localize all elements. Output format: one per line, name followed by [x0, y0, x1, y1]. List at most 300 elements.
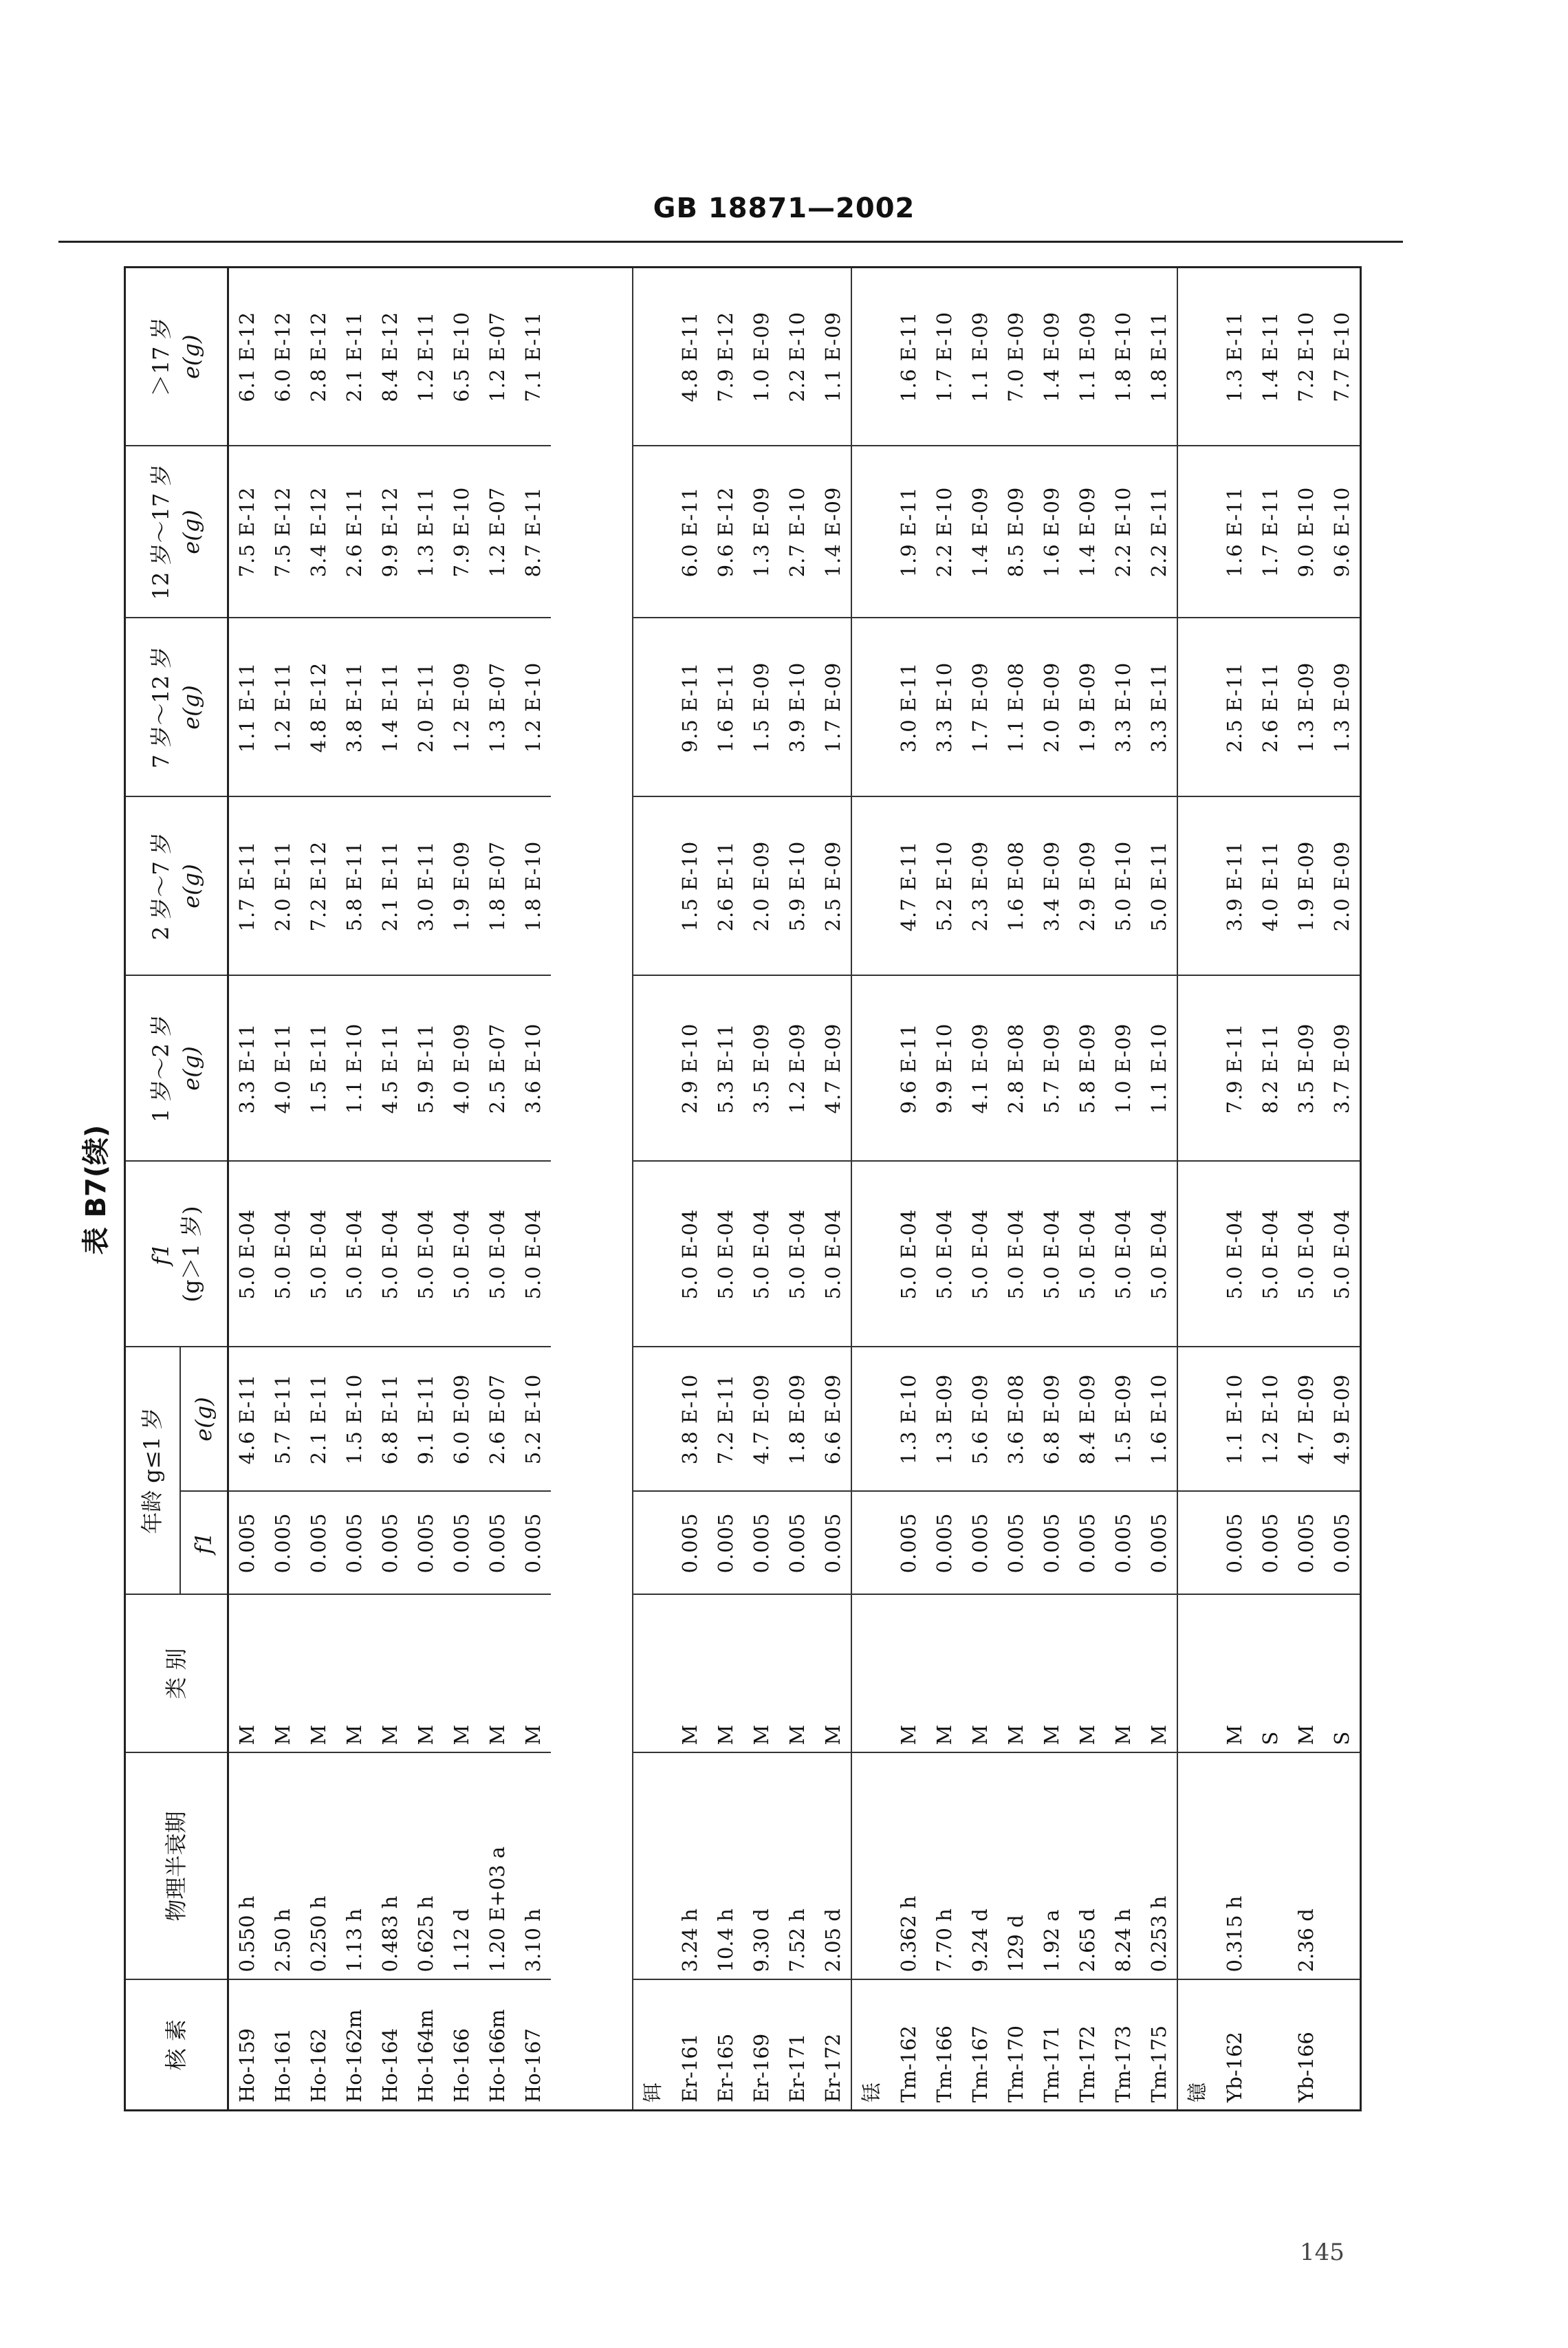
cell-e1: 3.3 E-11: [228, 975, 265, 1161]
empty-cell: [1177, 267, 1217, 446]
cell-e2: 5.9 E-10: [779, 796, 815, 975]
cell-e3: 1.2 E-09: [444, 618, 479, 796]
cell-f1: 0.005: [336, 1492, 372, 1595]
cell-e4: 2.2 E-11: [1141, 446, 1177, 618]
cell-e4: 8.7 E-11: [515, 446, 551, 618]
cell-half-life: [1252, 1753, 1288, 1980]
cell-e4: 9.9 E-12: [372, 446, 408, 618]
element-group-row: [633, 267, 672, 2110]
cell-nuclide: Er-171: [779, 1980, 815, 2111]
cell-e4: 3.4 E-12: [301, 446, 336, 618]
cell-e: 1.8 E-09: [779, 1347, 815, 1491]
empty-cell: [1177, 1347, 1217, 1491]
cell-e1: 1.1 E-10: [1141, 975, 1177, 1161]
cell-f1: 0.005: [815, 1492, 851, 1595]
cell-f1: 0.005: [1288, 1492, 1324, 1595]
cell-e2: 1.7 E-11: [228, 796, 265, 975]
cell-nuclide: Ho-161: [265, 1980, 301, 2111]
col-header-half-life: 物理半衰期: [125, 1753, 228, 1980]
col-header-f1-over-1y: [125, 1161, 228, 1347]
cell-e1: 1.1 E-10: [336, 975, 372, 1161]
table-row: [779, 267, 815, 2110]
table-body: [228, 267, 1361, 2110]
cell-half-life: 3.24 h: [672, 1753, 708, 1980]
empty-cell: [633, 796, 672, 975]
cell-e4: 2.2 E-10: [926, 446, 962, 618]
element-group-row: [851, 267, 891, 2110]
cell-f1: 0.005: [962, 1492, 998, 1595]
cell-e2: 5.0 E-11: [1141, 796, 1177, 975]
eg-label: e(g): [177, 864, 204, 909]
cell-half-life: 2.36 d: [1288, 1753, 1324, 1980]
cell-half-life: 1.13 h: [336, 1753, 372, 1980]
empty-cell: [633, 618, 672, 796]
cell-e1: 5.9 E-11: [408, 975, 444, 1161]
cell-e3: 1.6 E-11: [708, 618, 743, 796]
cell-e1: 9.9 E-10: [926, 975, 962, 1161]
empty-cell: [1177, 618, 1217, 796]
cell-type: S: [1324, 1595, 1361, 1753]
table-row: [444, 267, 479, 2110]
cell-type: M: [1217, 1595, 1252, 1753]
cell-e3: 2.6 E-11: [1252, 618, 1288, 796]
col-header-age-7-12: [125, 618, 228, 796]
cell-e4: 1.7 E-11: [1252, 446, 1288, 618]
cell-e1: 1.0 E-09: [1105, 975, 1141, 1161]
cell-f1b: 5.0 E-04: [372, 1161, 408, 1347]
cell-e4: 9.6 E-12: [708, 446, 743, 618]
cell-e5: 1.2 E-11: [408, 267, 444, 446]
cell-e4: 1.3 E-11: [408, 446, 444, 618]
cell-type: M: [962, 1595, 998, 1753]
cell-nuclide: Ho-164m: [408, 1980, 444, 2111]
cell-e1: 4.0 E-09: [444, 975, 479, 1161]
cell-e4: 2.2 E-10: [1105, 446, 1141, 618]
cell-type: M: [1034, 1595, 1069, 1753]
cell-f1: 0.005: [444, 1492, 479, 1595]
eg-label: e(g): [177, 510, 204, 554]
cell-e: 5.6 E-09: [962, 1347, 998, 1491]
cell-e3: 4.8 E-12: [301, 618, 336, 796]
cell-nuclide: Tm-167: [962, 1980, 998, 2111]
cell-type: M: [672, 1595, 708, 1753]
cell-f1b: 5.0 E-04: [479, 1161, 515, 1347]
cell-e2: 2.5 E-09: [815, 796, 851, 975]
cell-e: 1.1 E-10: [1217, 1347, 1252, 1491]
cell-e: 4.7 E-09: [743, 1347, 779, 1491]
empty-cell: [851, 1161, 891, 1347]
cell-f1: 0.005: [372, 1492, 408, 1595]
cell-e2: 1.5 E-10: [672, 796, 708, 975]
cell-e1: 8.2 E-11: [1252, 975, 1288, 1161]
cell-half-life: 2.65 d: [1069, 1753, 1105, 1980]
cell-e4: 6.0 E-11: [672, 446, 708, 618]
cell-type: M: [815, 1595, 851, 1753]
cell-e3: 2.0 E-11: [408, 618, 444, 796]
page-header: GB 18871—2002: [653, 193, 915, 224]
cell-e1: 5.7 E-09: [1034, 975, 1069, 1161]
cell-f1: 0.005: [1034, 1492, 1069, 1595]
cell-nuclide: Tm-172: [1069, 1980, 1105, 2111]
cell-e5: 6.0 E-12: [265, 267, 301, 446]
empty-cell: [633, 1595, 672, 1753]
table-row: [743, 267, 779, 2110]
cell-type: M: [1069, 1595, 1105, 1753]
cell-e3: 3.9 E-10: [779, 618, 815, 796]
col-header-age-group: 年龄 g≤1 岁: [125, 1347, 180, 1594]
cell-e3: 1.4 E-11: [372, 618, 408, 796]
group-spacer: [551, 267, 633, 2110]
cell-e1: 4.7 E-09: [815, 975, 851, 1161]
cell-e2: 3.4 E-09: [1034, 796, 1069, 975]
table-row: [815, 267, 851, 2110]
cell-type: M: [265, 1595, 301, 1753]
cell-e1: 3.5 E-09: [1288, 975, 1324, 1161]
cell-e2: 2.0 E-09: [1324, 796, 1361, 975]
cell-half-life: 9.30 d: [743, 1753, 779, 1980]
cell-e3: 9.5 E-11: [672, 618, 708, 796]
cell-e: 2.6 E-07: [479, 1347, 515, 1491]
cell-e3: 3.3 E-10: [926, 618, 962, 796]
empty-cell: [851, 1595, 891, 1753]
cell-e4: 1.6 E-09: [1034, 446, 1069, 618]
cell-e5: 7.1 E-11: [515, 267, 551, 446]
cell-type: M: [479, 1595, 515, 1753]
cell-e: 4.9 E-09: [1324, 1347, 1361, 1491]
cell-type: M: [1141, 1595, 1177, 1753]
cell-e5: 8.4 E-12: [372, 267, 408, 446]
cell-e5: 6.1 E-12: [228, 267, 265, 446]
cell-e2: 5.0 E-10: [1105, 796, 1141, 975]
table-row: [372, 267, 408, 2110]
cell-f1: 0.005: [228, 1492, 265, 1595]
cell-e5: 1.8 E-11: [1141, 267, 1177, 446]
cell-nuclide: Er-165: [708, 1980, 743, 2111]
cell-e5: 4.8 E-11: [672, 267, 708, 446]
cell-e2: 1.9 E-09: [1288, 796, 1324, 975]
table-row: [962, 267, 998, 2110]
cell-type: M: [779, 1595, 815, 1753]
cell-nuclide: Ho-164: [372, 1980, 408, 2111]
cell-f1b: 5.0 E-04: [672, 1161, 708, 1347]
cell-e3: 1.3 E-09: [1288, 618, 1324, 796]
cell-e3: 1.2 E-10: [515, 618, 551, 796]
cell-e: 3.6 E-08: [998, 1347, 1034, 1491]
cell-e1: 4.0 E-11: [265, 975, 301, 1161]
table-row: [1217, 267, 1252, 2110]
cell-f1: 0.005: [1105, 1492, 1141, 1595]
element-label: 镱: [1177, 1980, 1217, 2111]
rotated-table-region: [80, 268, 1362, 2111]
cell-e4: 2.6 E-11: [336, 446, 372, 618]
cell-e5: 1.6 E-11: [891, 267, 926, 446]
col-header-e: e(g): [180, 1347, 228, 1491]
cell-f1: 0.005: [1252, 1492, 1288, 1595]
cell-e4: 1.4 E-09: [815, 446, 851, 618]
cell-e1: 3.6 E-10: [515, 975, 551, 1161]
empty-cell: [1177, 796, 1217, 975]
cell-e1: 3.5 E-09: [743, 975, 779, 1161]
cell-f1b: 5.0 E-04: [444, 1161, 479, 1347]
cell-f1b: 5.0 E-04: [962, 1161, 998, 1347]
cell-nuclide: Ho-166: [444, 1980, 479, 2111]
cell-f1b: 5.0 E-04: [708, 1161, 743, 1347]
cell-e5: 7.2 E-10: [1288, 267, 1324, 446]
cell-e2: 2.6 E-11: [708, 796, 743, 975]
cell-e2: 4.0 E-11: [1252, 796, 1288, 975]
cell-half-life: 1.20 E+03 a: [479, 1753, 515, 1980]
cell-type: M: [228, 1595, 265, 1753]
table-row: [998, 267, 1034, 2110]
col-header-nuclide: 核 素: [125, 1980, 228, 2111]
table-row: [1141, 267, 1177, 2110]
cell-e1: 4.5 E-11: [372, 975, 408, 1161]
cell-f1: 0.005: [408, 1492, 444, 1595]
cell-e: 2.1 E-11: [301, 1347, 336, 1491]
cell-e5: 1.1 E-09: [962, 267, 998, 446]
cell-e5: 1.3 E-11: [1217, 267, 1252, 446]
cell-half-life: 2.50 h: [265, 1753, 301, 1980]
empty-cell: [851, 1753, 891, 1980]
cell-nuclide: [1252, 1980, 1288, 2111]
table-row: [708, 267, 743, 2110]
cell-f1b: 5.0 E-04: [515, 1161, 551, 1347]
empty-cell: [851, 975, 891, 1161]
cell-type: M: [515, 1595, 551, 1753]
cell-e2: 5.2 E-10: [926, 796, 962, 975]
empty-cell: [851, 1492, 891, 1595]
col-header-type: 类 别: [125, 1595, 228, 1753]
cell-e2: 1.9 E-09: [444, 796, 479, 975]
cell-f1b: 5.0 E-04: [1069, 1161, 1105, 1347]
empty-cell: [633, 1753, 672, 1980]
table-row: [336, 267, 372, 2110]
cell-e1: 1.2 E-09: [779, 975, 815, 1161]
cell-nuclide: [1324, 1980, 1361, 2111]
cell-e1: 4.1 E-09: [962, 975, 998, 1161]
cell-nuclide: Tm-173: [1105, 1980, 1141, 2111]
cell-half-life: [1324, 1753, 1361, 1980]
dose-coefficient-table: [124, 266, 1362, 2111]
cell-half-life: 10.4 h: [708, 1753, 743, 1980]
cell-e: 1.6 E-10: [1141, 1347, 1177, 1491]
col-header-age-over-17: [125, 267, 228, 446]
cell-f1b: 5.0 E-04: [228, 1161, 265, 1347]
cell-e2: 2.3 E-09: [962, 796, 998, 975]
empty-cell: [633, 1492, 672, 1595]
table-row: [479, 267, 515, 2110]
cell-nuclide: Tm-166: [926, 1980, 962, 2111]
cell-e: 6.6 E-09: [815, 1347, 851, 1491]
cell-e2: 3.0 E-11: [408, 796, 444, 975]
cell-type: M: [998, 1595, 1034, 1753]
cell-f1b: 5.0 E-04: [1252, 1161, 1288, 1347]
cell-f1b: 5.0 E-04: [926, 1161, 962, 1347]
cell-f1: 0.005: [1324, 1492, 1361, 1595]
table-caption: 表 B7(续): [80, 1124, 112, 1255]
cell-half-life: 7.70 h: [926, 1753, 962, 1980]
cell-nuclide: Tm-170: [998, 1980, 1034, 2111]
table-row: [891, 267, 926, 2110]
cell-e5: 1.1 E-09: [815, 267, 851, 446]
empty-cell: [851, 446, 891, 618]
cell-f1b: 5.0 E-04: [301, 1161, 336, 1347]
cell-e: 1.5 E-10: [336, 1347, 372, 1491]
cell-e: 9.1 E-11: [408, 1347, 444, 1491]
empty-cell: [633, 1347, 672, 1491]
cell-nuclide: Er-169: [743, 1980, 779, 2111]
cell-e2: 5.8 E-11: [336, 796, 372, 975]
cell-e: 6.8 E-11: [372, 1347, 408, 1491]
cell-f1b: 5.0 E-04: [265, 1161, 301, 1347]
col-header-age-12-17: [125, 446, 228, 618]
cell-nuclide: Tm-175: [1141, 1980, 1177, 2111]
empty-cell: [633, 975, 672, 1161]
cell-e4: 1.4 E-09: [1069, 446, 1105, 618]
f1-label: f1: [148, 1243, 175, 1265]
cell-nuclide: Ho-159: [228, 1980, 265, 2111]
cell-half-life: 129 d: [998, 1753, 1034, 1980]
cell-nuclide: Yb-162: [1217, 1980, 1252, 2111]
age-2-7-label: 2 岁～7 岁: [148, 831, 175, 941]
cell-e5: 1.0 E-09: [743, 267, 779, 446]
cell-e4: 2.7 E-10: [779, 446, 815, 618]
cell-type: M: [1288, 1595, 1324, 1753]
cell-half-life: 8.24 h: [1105, 1753, 1141, 1980]
cell-f1: 0.005: [891, 1492, 926, 1595]
cell-e3: 1.3 E-07: [479, 618, 515, 796]
cell-f1b: 5.0 E-04: [891, 1161, 926, 1347]
cell-e4: 7.5 E-12: [228, 446, 265, 618]
cell-e1: 2.9 E-10: [672, 975, 708, 1161]
cell-type: M: [926, 1595, 962, 1753]
cell-e4: 8.5 E-09: [998, 446, 1034, 618]
cell-type: M: [1105, 1595, 1141, 1753]
table-row: [1034, 267, 1069, 2110]
age-12-17-label: 12 岁～17 岁: [148, 464, 175, 600]
cell-e5: 1.8 E-10: [1105, 267, 1141, 446]
cell-half-life: 0.253 h: [1141, 1753, 1177, 1980]
cell-half-life: 0.362 h: [891, 1753, 926, 1980]
cell-f1: 0.005: [265, 1492, 301, 1595]
cell-e1: 2.5 E-07: [479, 975, 515, 1161]
cell-f1b: 5.0 E-04: [815, 1161, 851, 1347]
cell-e2: 2.0 E-11: [265, 796, 301, 975]
cell-e5: 1.7 E-10: [926, 267, 962, 446]
cell-e1: 5.8 E-09: [1069, 975, 1105, 1161]
cell-half-life: 0.550 h: [228, 1753, 265, 1980]
cell-f1b: 5.0 E-04: [336, 1161, 372, 1347]
table-row: [408, 267, 444, 2110]
cell-f1b: 5.0 E-04: [1217, 1161, 1252, 1347]
cell-e: 1.2 E-10: [1252, 1347, 1288, 1491]
cell-f1b: 5.0 E-04: [779, 1161, 815, 1347]
cell-f1: 0.005: [743, 1492, 779, 1595]
table-row: [1324, 267, 1361, 2110]
element-label: 铥: [851, 1980, 891, 2111]
element-label: 铒: [633, 1980, 672, 2111]
cell-f1: 0.005: [672, 1492, 708, 1595]
cell-f1: 0.005: [998, 1492, 1034, 1595]
cell-e: 1.3 E-09: [926, 1347, 962, 1491]
age-1-2-label: 1 岁～2 岁: [148, 1014, 175, 1123]
cell-e: 4.6 E-11: [228, 1347, 265, 1491]
cell-e2: 1.8 E-07: [479, 796, 515, 975]
cell-half-life: 7.52 h: [779, 1753, 815, 1980]
cell-e3: 1.3 E-09: [1324, 618, 1361, 796]
cell-half-life: 3.10 h: [515, 1753, 551, 1980]
cell-e3: 1.1 E-11: [228, 618, 265, 796]
cell-e2: 1.6 E-08: [998, 796, 1034, 975]
col-header-age-2-7: [125, 796, 228, 975]
cell-e4: 7.5 E-12: [265, 446, 301, 618]
table-row: [1069, 267, 1105, 2110]
col-header-f1: f1: [180, 1492, 228, 1595]
empty-cell: [1177, 975, 1217, 1161]
header-divider: [58, 241, 1403, 243]
eg-label: e(g): [177, 334, 204, 379]
cell-f1: 0.005: [779, 1492, 815, 1595]
age-7-12-label: 7 岁～12 岁: [148, 646, 175, 769]
table-row: [1252, 267, 1288, 2110]
cell-type: M: [708, 1595, 743, 1753]
cell-e2: 1.8 E-10: [515, 796, 551, 975]
cell-e3: 1.7 E-09: [815, 618, 851, 796]
cell-e5: 2.2 E-10: [779, 267, 815, 446]
empty-cell: [851, 796, 891, 975]
cell-type: S: [1252, 1595, 1288, 1753]
cell-e: 5.2 E-10: [515, 1347, 551, 1491]
cell-half-life: 1.12 d: [444, 1753, 479, 1980]
cell-e: 7.2 E-11: [708, 1347, 743, 1491]
f1-condition: (g＞1 岁): [177, 1206, 204, 1303]
cell-e1: 1.5 E-11: [301, 975, 336, 1161]
cell-e3: 1.2 E-11: [265, 618, 301, 796]
table-row: [926, 267, 962, 2110]
cell-e1: 7.9 E-11: [1217, 975, 1252, 1161]
eg-label: e(g): [177, 685, 204, 730]
cell-nuclide: Ho-162m: [336, 1980, 372, 2111]
cell-nuclide: Ho-162: [301, 1980, 336, 2111]
col-header-age-1-2: [125, 975, 228, 1161]
cell-e4: 7.9 E-10: [444, 446, 479, 618]
cell-e3: 1.1 E-08: [998, 618, 1034, 796]
cell-half-life: 2.05 d: [815, 1753, 851, 1980]
cell-type: M: [408, 1595, 444, 1753]
cell-type: M: [891, 1595, 926, 1753]
cell-f1: 0.005: [1217, 1492, 1252, 1595]
table-row: [228, 267, 265, 2110]
cell-e4: 9.0 E-10: [1288, 446, 1324, 618]
cell-nuclide: Er-161: [672, 1980, 708, 2111]
cell-e5: 7.7 E-10: [1324, 267, 1361, 446]
cell-e: 8.4 E-09: [1069, 1347, 1105, 1491]
cell-e2: 4.7 E-11: [891, 796, 926, 975]
cell-e5: 1.2 E-07: [479, 267, 515, 446]
eg-label: e(g): [177, 1046, 204, 1091]
cell-f1: 0.005: [515, 1492, 551, 1595]
cell-e: 4.7 E-09: [1288, 1347, 1324, 1491]
cell-nuclide: Er-172: [815, 1980, 851, 2111]
cell-half-life: 0.483 h: [372, 1753, 408, 1980]
cell-f1: 0.005: [301, 1492, 336, 1595]
cell-e4: 1.2 E-07: [479, 446, 515, 618]
cell-f1: 0.005: [708, 1492, 743, 1595]
cell-nuclide: Tm-171: [1034, 1980, 1069, 2111]
cell-e5: 7.0 E-09: [998, 267, 1034, 446]
table-row: [672, 267, 708, 2110]
cell-type: M: [301, 1595, 336, 1753]
